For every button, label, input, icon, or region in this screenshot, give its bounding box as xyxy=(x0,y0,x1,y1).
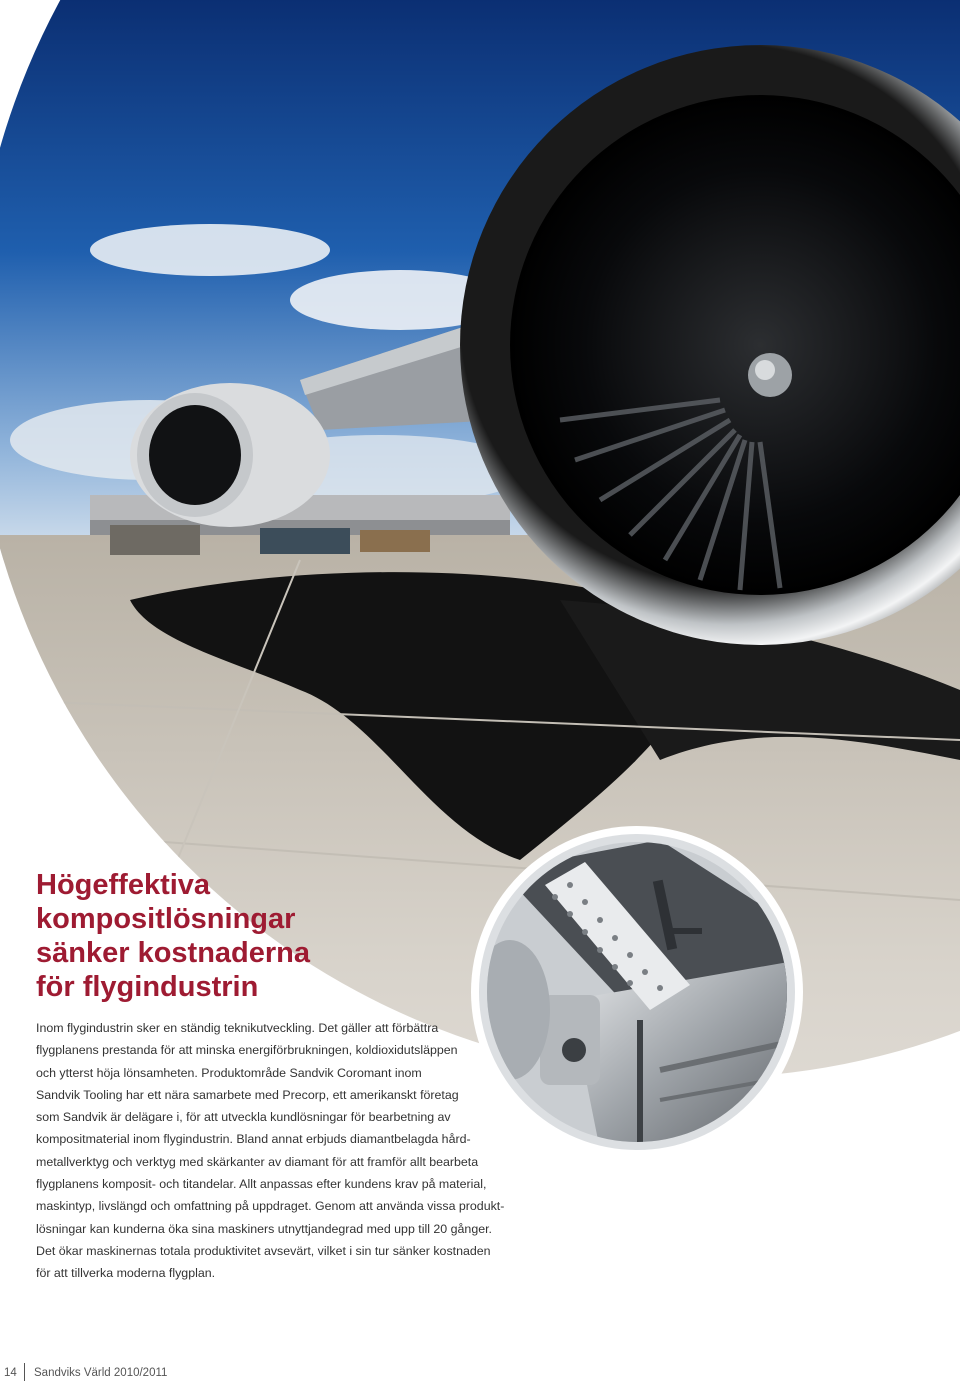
body-line: kompositmaterial inom flygindustrin. Bland annat erbjuds diamantbelagda hård- xyxy=(36,1132,471,1147)
headline xyxy=(36,868,456,1004)
page-number: 14 xyxy=(4,1367,17,1379)
headline-line: för flygindustrin xyxy=(36,971,259,1003)
headline-line: sänker kostnaderna xyxy=(36,937,311,969)
body-paragraph xyxy=(36,1017,556,1285)
body-line: för att tillverka moderna flygplan. xyxy=(36,1266,216,1281)
body-line: metallverktyg och verktyg med skärkanter av diamant för att framför allt bearbeta xyxy=(36,1154,479,1169)
body-line: Inom flygindustrin sker en ständig teknikutveckling. Det gäller att förbättra xyxy=(36,1021,439,1035)
body-line: maskintyp, livslängd och omfattning på uppdraget. Genom att använda vissa produkt- xyxy=(36,1199,505,1214)
headline-line: kompositlösningar xyxy=(36,903,296,935)
body-line: flygplanens prestanda för att minska energiförbrukningen, koldioxidutsläppen xyxy=(36,1043,458,1058)
body-line: flygplanens komposit- och titandelar. Allt anpassas efter kundens krav på material, xyxy=(36,1177,487,1192)
body-line: Det ökar maskinernas totala produktivitet avsevärt, vilket i sin tur sänker kostnaden xyxy=(36,1243,491,1258)
body-line: lösningar kan kunderna öka sina maskiners utnyttjandegrad med upp till 20 gånger. xyxy=(36,1221,492,1236)
headline-line: Högeffektiva xyxy=(36,869,211,901)
body-line: och ytterst höja lönsamheten. Produktområde Sandvik Coromant inom xyxy=(36,1065,422,1080)
footer-divider xyxy=(24,1363,25,1381)
body-line: som Sandvik är delägare i, för att utveckla kundlösningar för bearbetning av xyxy=(36,1110,451,1125)
body-line: Sandvik Tooling har ett nära samarbete med Precorp, ett amerikanskt företag xyxy=(36,1087,459,1102)
publication-name: Sandviks Värld 2010/2011 xyxy=(34,1367,168,1379)
page-footer xyxy=(0,1363,960,1381)
